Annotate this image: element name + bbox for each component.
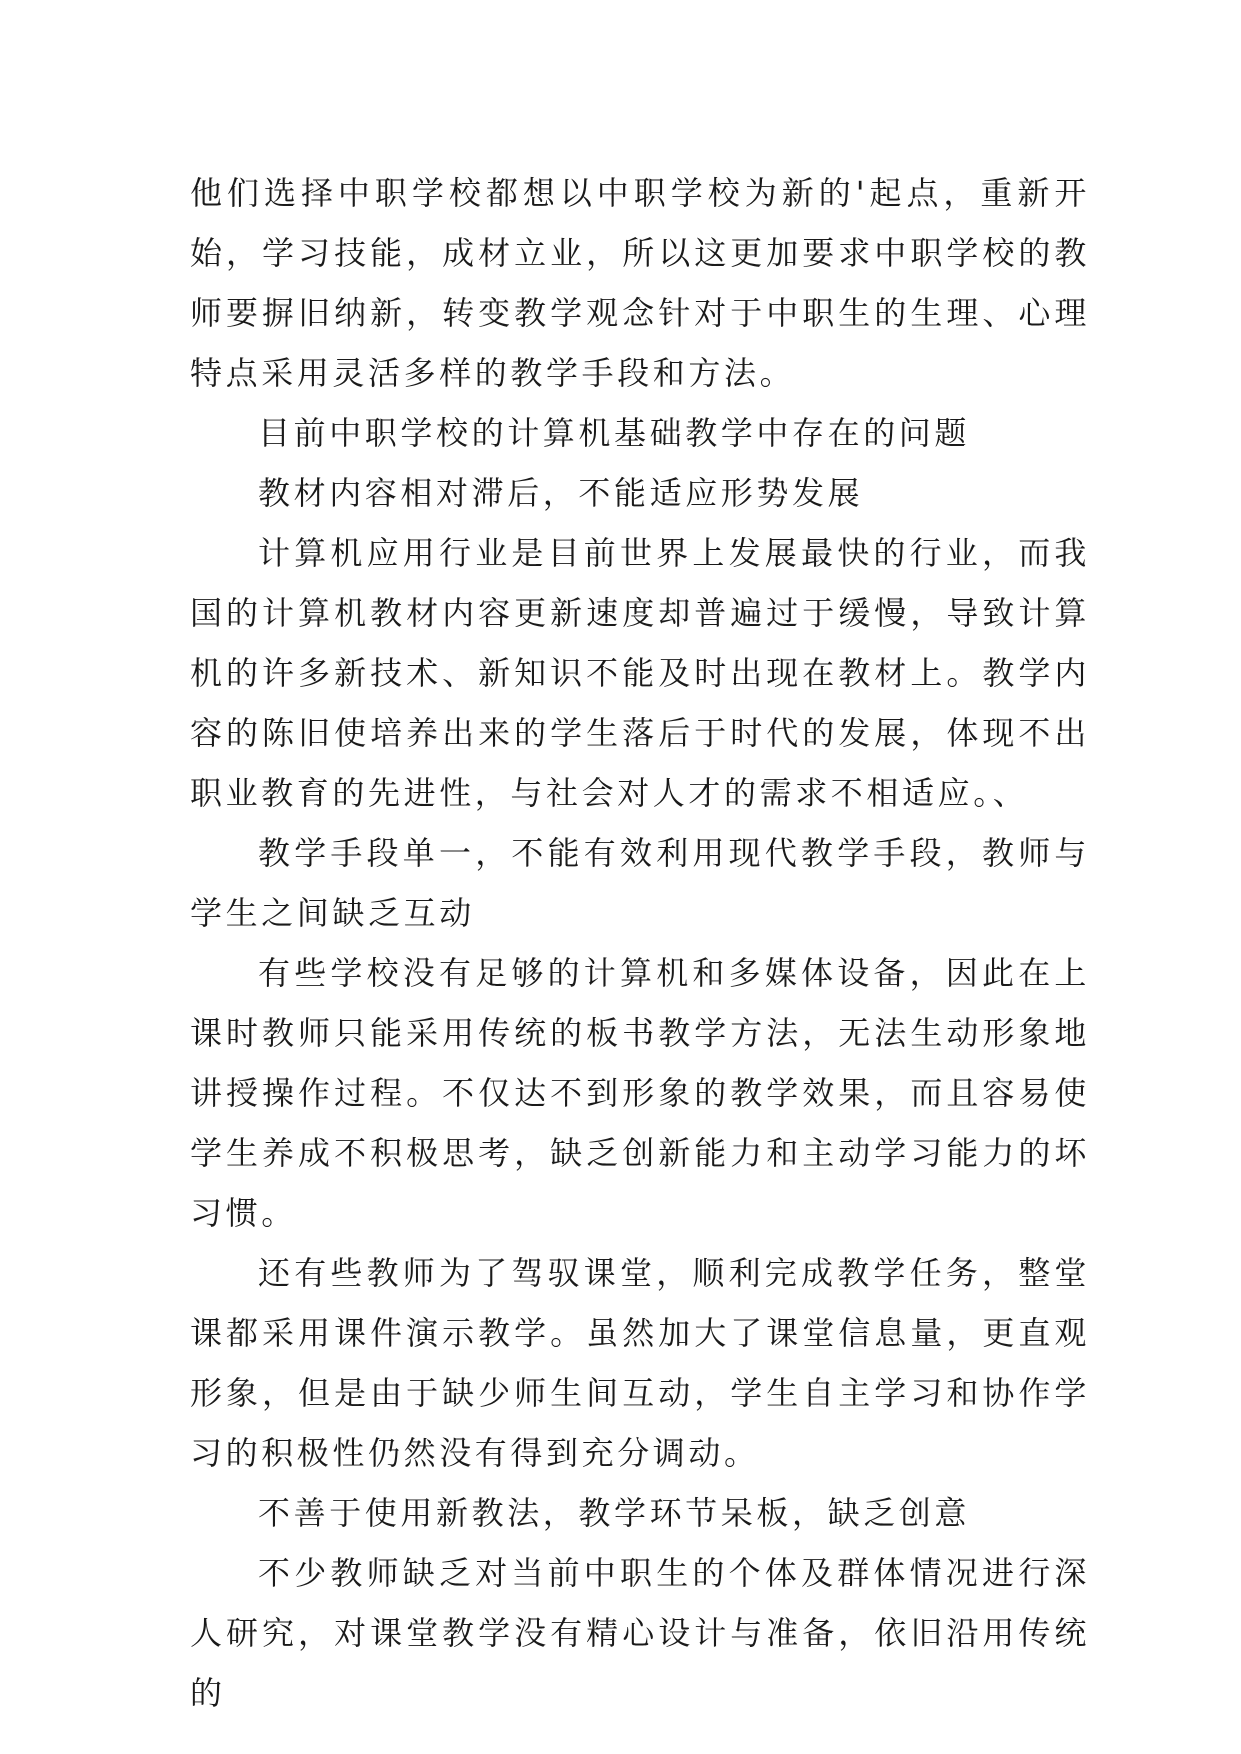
paragraph-continuation: 他们选择中职学校都想以中职学校为新的'起点，重新开始，学习技能，成材立业，所以这更加要求中职学校的教师要摒旧纳新，转变教学观念针对于中职生的生理、心理特点采用灵活多样的教学手段和方法。 <box>190 174 1090 392</box>
subheading-teaching-methods: 教学手段单一，不能有效利用现代教学手段，教师与学生之间缺乏互动 <box>190 834 1090 932</box>
document-body <box>190 163 1090 1723</box>
paragraph-equipment: 有些学校没有足够的计算机和多媒体设备，因此在上课时教师只能采用传统的板书教学方法，无法生动形象地讲授操作过程。不仅达不到形象的教学效果，而且容易使学生养成不积极思考，缺乏创新能力和主动学习能力的坏习惯。 <box>190 954 1090 1232</box>
subheading-new-methods: 不善于使用新教法，教学环节呆板，缺乏创意 <box>258 1494 971 1532</box>
section-heading-problems: 目前中职学校的计算机基础教学中存在的问题 <box>258 414 971 452</box>
subheading-textbook-lag: 教材内容相对滞后，不能适应形势发展 <box>258 474 864 512</box>
paragraph-courseware: 还有些教师为了驾驭课堂，顺利完成教学任务，整堂课都采用课件演示教学。虽然加大了课堂信息量，更直观形象，但是由于缺少师生间互动，学生自主学习和协作学习的积极性仍然没有得到充分调动。 <box>190 1254 1090 1472</box>
paragraph-research: 不少教师缺乏对当前中职生的个体及群体情况进行深人研究，对课堂教学没有精心设计与准备，依旧沿用传统的 <box>190 1554 1090 1712</box>
paragraph-textbook-lag: 计算机应用行业是目前世界上发展最快的行业，而我国的计算机教材内容更新速度却普遍过于缓慢，导致计算机的许多新技术、新知识不能及时出现在教材上。教学内容的陈旧使培养出来的学生落后于时代的发展，体现不出职业教育的先进性，与社会对人才的需求不相适应。、 <box>190 534 1090 812</box>
